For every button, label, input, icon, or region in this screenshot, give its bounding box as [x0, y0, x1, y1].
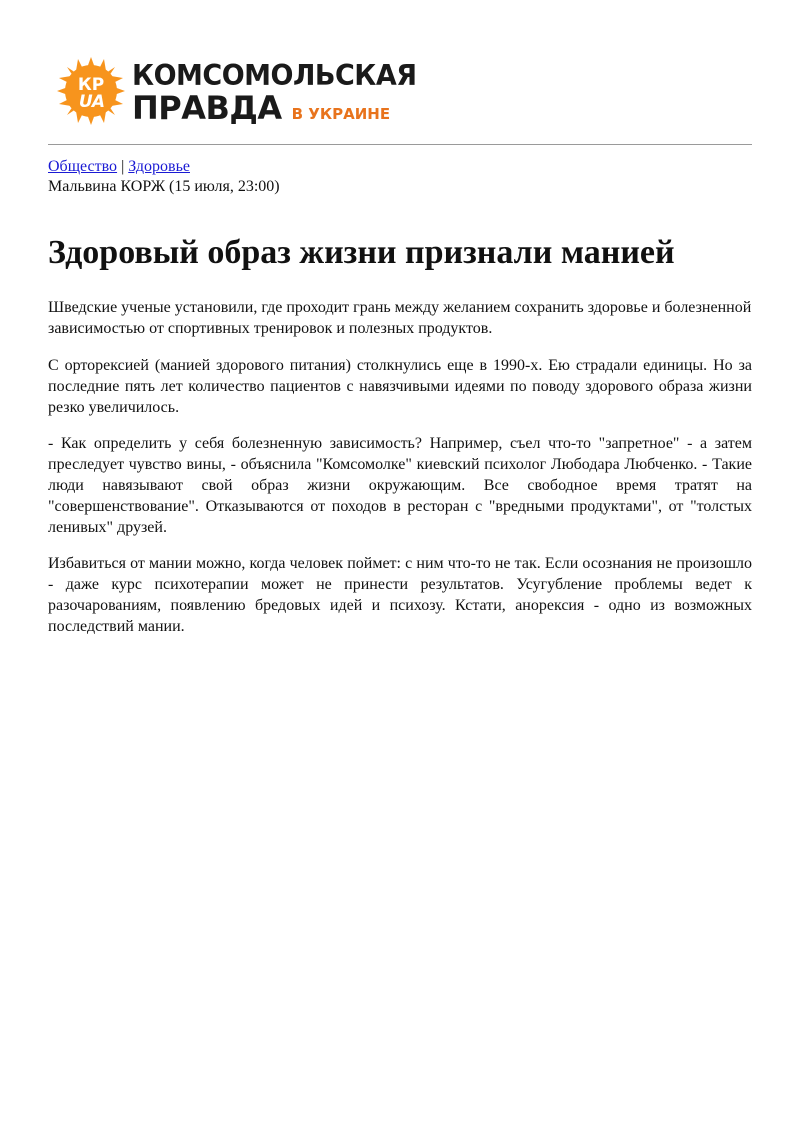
breadcrumb-link-health[interactable]: Здоровье [128, 158, 190, 175]
masthead [48, 0, 752, 145]
headline: Здоровый образ жизни признали манией [48, 234, 675, 271]
brand-name-line2: ПРАВДА [132, 89, 282, 127]
brand-name-line1: КОМСОМОЛЬСКАЯ [132, 59, 417, 93]
article-lead: Шведские ученые установили, где проходит грань между желанием сохранить здоровье и болезненной зависимостью от спортивных тренировок и полезных продуктов. [48, 299, 752, 337]
breadcrumb-link-society[interactable]: Общество [48, 158, 118, 175]
article-paragraph: С орторексией (манией здорового питания) столкнулись еще в 1990-х. Ею страдали единицы. Но за последние пять лет количество пациентов с навязчивыми идеями по поводу здорового образа жизни резко увеличилось. [48, 357, 752, 416]
kp-sun-logo-icon[interactable] [56, 56, 126, 126]
byline: Мальвина КОРЖ (15 июля, 23:00) [48, 178, 280, 195]
breadcrumb-separator: | [121, 158, 125, 175]
article-paragraph: Избавиться от мании можно, когда человек поймет: с ним что-то не так. Если осознания не произошло - даже курс психотерапии может не принести результатов. Усугубление проблемы ведет к разочарованиям, появлению бредовых идей и психозу. Кстати, анорексия - одно из возможных последствий мании. [48, 555, 752, 635]
logo-badge-top: КР [77, 75, 105, 95]
brand-name-line2-row [132, 89, 417, 127]
brand-wordmark[interactable] [132, 59, 417, 127]
article-body [48, 297, 752, 637]
logo-badge-bottom: UA [78, 92, 106, 112]
article-paragraph: - Как определить у себя болезненную зависимость? Например, съел что-то "запретное" - а затем преследует чувство вины, - объяснила "Комсомолке" киевский психолог Любодара Любченко. - Такие люди навязывают свой образ жизни окружающим. Все свободное время тратят на "совершенствование". Отказываются от походов в ресторан с "вредными продуктами", от "толстых ленивых" друзей. [48, 435, 752, 536]
breadcrumb [48, 157, 752, 177]
brand-region: В УКРАИНЕ [291, 105, 391, 123]
